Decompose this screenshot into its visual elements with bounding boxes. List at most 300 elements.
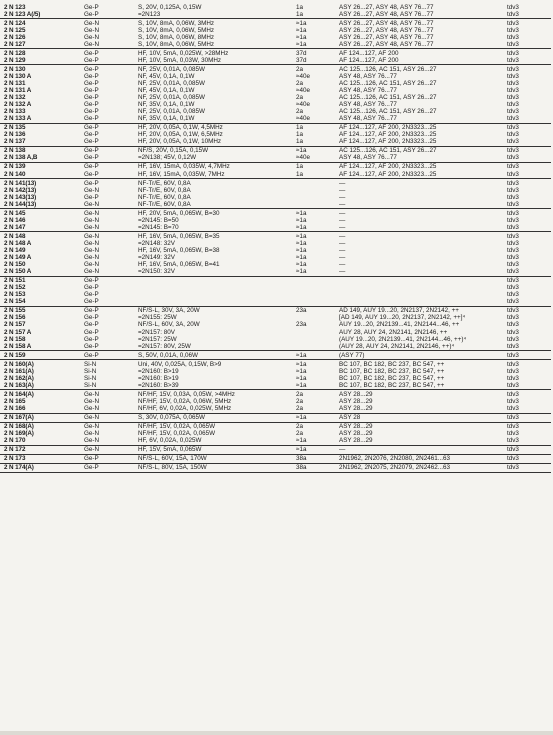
data-cell: HF, 20V, 5mA, 0,065W, B=30 <box>138 209 220 217</box>
equivalent-cell <box>339 277 507 284</box>
type-cell: 2 N 124 <box>4 19 26 27</box>
table-group <box>0 19 551 49</box>
table-row <box>0 375 551 382</box>
equivalent-cell: ASY 48, ASY 76...77 <box>339 72 397 80</box>
table-group <box>0 464 551 473</box>
material-cell: Ge-N <box>84 446 100 454</box>
case-cell <box>296 284 339 291</box>
material-cell: Ge-N <box>84 26 100 34</box>
table-group <box>0 423 551 446</box>
material-cell: Ge-N <box>84 268 100 276</box>
case-cell: ≈40e <box>296 154 310 162</box>
table-row <box>0 20 551 27</box>
case-cell: 23a <box>296 321 307 329</box>
table-row <box>0 336 551 343</box>
data-cell: =2N157: 80V, 25W <box>138 342 191 350</box>
data-cell: HF, 16V, 15mA, 0,035W, 4,7MHz <box>138 163 230 171</box>
table-group <box>0 446 551 455</box>
case-cell: ≈1a <box>296 351 307 359</box>
table-row <box>0 66 551 73</box>
case-cell: 1a <box>296 131 304 139</box>
source-cell: tdv3 <box>507 65 519 73</box>
material-cell: Ge-P <box>84 351 99 359</box>
type-cell: 2 N 158 A <box>4 342 32 350</box>
table-row <box>0 154 551 161</box>
table-row <box>0 321 551 328</box>
type-cell: 2 N 153 <box>4 291 26 299</box>
case-cell: ≈1a <box>296 216 307 224</box>
table-row <box>0 194 551 201</box>
type-cell: 2 N 148 A <box>4 239 32 247</box>
case-cell: 1a <box>296 124 304 132</box>
equivalent-cell: — <box>339 446 346 454</box>
data-cell: HF, 16V, 5mA, 0,065W, B=41 <box>138 261 220 269</box>
case-cell: 37d <box>296 56 307 64</box>
data-cell: =2N157: 25W <box>138 335 177 343</box>
data-cell: HF, 10V, 5mA, 0,025W, >28MHz <box>138 49 229 57</box>
source-cell: tdv3 <box>507 307 519 315</box>
type-cell: 2 N 172 <box>4 446 26 454</box>
material-cell: Si-N <box>84 360 97 368</box>
case-cell: ≈1a <box>296 147 307 155</box>
case-cell: 2a <box>296 94 304 102</box>
equivalent-cell: BC 107, BC 182, BC 237, BC 547, ++ <box>339 381 445 389</box>
data-cell <box>138 298 296 305</box>
data-cell: =2N148: 32V <box>138 239 175 247</box>
material-cell: Ge-P <box>84 179 99 187</box>
table-row <box>0 247 551 254</box>
case-cell: ≈1a <box>296 367 307 375</box>
equivalent-cell: ASY 48, ASY 76...77 <box>339 101 397 109</box>
data-cell: NF/S-L, 80V, 15A, 150W <box>138 464 207 472</box>
equivalent-cell: — <box>339 268 346 276</box>
equivalent-cell: ASY 28...29 <box>339 437 373 445</box>
table-row <box>0 291 551 298</box>
data-cell: HF, 20V, 0,05A, 0,1W, 10MHz <box>138 138 222 146</box>
table-row <box>0 187 551 194</box>
data-cell: S, 10V, 8mA, 0,06W, 3MHz <box>138 19 215 27</box>
source-cell: tdv3 <box>507 277 519 285</box>
source-cell: tdv3 <box>507 342 519 350</box>
type-cell: 2 N 149 <box>4 247 26 254</box>
equivalent-cell: AF 124...127, AF 200, 2N3323...25 <box>339 131 437 139</box>
case-cell: ≈1a <box>296 26 307 34</box>
type-cell: 2 N 126 <box>4 33 26 41</box>
material-cell: Ge-N <box>84 40 100 48</box>
type-cell: 2 N 155 <box>4 307 26 315</box>
equivalent-cell: — <box>339 239 346 247</box>
table-row <box>0 87 551 94</box>
table-group <box>0 163 551 179</box>
data-cell: NF/HF, 15V, 0,02A, 0,06W, 5MHz <box>138 397 232 405</box>
material-cell: Ge-P <box>84 342 99 350</box>
case-cell: ≈40e <box>296 115 310 123</box>
table-row <box>0 298 551 305</box>
case-cell: ≈1a <box>296 19 307 27</box>
type-cell: 2 N 167(A) <box>4 414 34 422</box>
data-cell: NF-Tr/E, 60V, 0,8A <box>138 193 191 201</box>
source-cell: tdv3 <box>507 284 519 292</box>
source-cell: tdv3 <box>507 147 519 155</box>
equivalent-cell: AC 125...126, AC 151, ASY 26...27 <box>339 65 437 73</box>
material-cell: Si-N <box>84 381 97 389</box>
source-cell: tdv3 <box>507 437 519 445</box>
material-cell: Ge-N <box>84 397 100 405</box>
equivalent-cell: AUY 19...20, 2N2139...41, 2N2144...46, ++ <box>339 321 460 329</box>
source-cell: tdv3 <box>507 101 519 109</box>
case-cell <box>296 298 339 305</box>
table-row <box>0 414 551 421</box>
data-cell: NF/S-L, 30V, 3A, 20W <box>138 307 200 315</box>
data-cell: HF, 15V, 5mA, 0,065W <box>138 446 202 454</box>
equivalent-cell: — <box>339 254 346 262</box>
table-row <box>0 361 551 368</box>
material-cell: Si-N <box>84 367 97 375</box>
case-cell: ≈1a <box>296 261 307 269</box>
material-cell: Ge-P <box>84 335 99 343</box>
source-cell: tdv3 <box>507 268 519 276</box>
type-cell: 2 N 141(13) <box>4 179 37 187</box>
data-cell: NF, 25V, 0,01A, 0,085W <box>138 79 205 87</box>
equivalent-cell: ASY 28...29 <box>339 397 373 405</box>
source-cell: tdv3 <box>507 404 519 412</box>
data-cell: =2N145: B=70 <box>138 223 179 231</box>
equivalent-cell: 2N1962, 2N2075, 2N2079, 2N2462...63 <box>339 464 450 472</box>
data-cell: Uni, 40V, 0,025A, 0,15W, B>9 <box>138 360 222 368</box>
case-cell: 1a <box>296 163 304 171</box>
data-cell: NF-Tr/E, 60V, 0,8A <box>138 179 191 187</box>
equivalent-cell: — <box>339 223 346 231</box>
type-cell: 2 N 140 <box>4 170 26 178</box>
material-cell: Ge-N <box>84 390 100 398</box>
data-cell: NF-Tr/E, 60V, 0,8A <box>138 200 191 208</box>
material-cell: Ge-P <box>84 87 99 95</box>
type-cell: 2 N 157 A <box>4 328 32 336</box>
data-cell: HF, 16V, 5mA, 0,065W, B=38 <box>138 247 220 254</box>
table-row <box>0 464 551 471</box>
equivalent-cell: — <box>339 200 346 208</box>
equivalent-cell: AC 125...126, AC 151, ASY 26...27 <box>339 79 437 87</box>
table-row <box>0 41 551 48</box>
table-row <box>0 210 551 217</box>
table-row <box>0 224 551 231</box>
type-cell: 2 N 166 <box>4 404 26 412</box>
source-cell: tdv3 <box>507 223 519 231</box>
table-row <box>0 131 551 138</box>
material-cell: Ge-P <box>84 10 99 18</box>
source-cell: tdv3 <box>507 414 519 422</box>
type-cell: 2 N 138 A,B <box>4 154 38 162</box>
case-cell <box>296 180 339 187</box>
type-cell: 2 N 161(A) <box>4 367 34 375</box>
table-row <box>0 201 551 208</box>
case-cell: ≈1a <box>296 414 307 422</box>
material-cell: Ge-N <box>84 254 100 262</box>
type-cell: 2 N 156 <box>4 314 26 322</box>
type-cell: 2 N 158 <box>4 335 26 343</box>
material-cell: Ge-P <box>84 138 99 146</box>
table-group <box>0 232 551 276</box>
table-group <box>0 124 551 147</box>
equivalent-cell: 2N1962, 2N2076, 2N2080, 2N2461...63 <box>339 455 450 463</box>
case-cell: ≈1a <box>296 239 307 247</box>
equivalent-cell: ASY 48, ASY 76...77 <box>339 87 397 95</box>
data-cell: S, 50V, 0,01A, 0,06W <box>138 351 198 359</box>
source-cell: tdv3 <box>507 131 519 139</box>
data-cell: =2N138; 45V, 0,12W <box>138 154 197 162</box>
table-row <box>0 343 551 350</box>
data-cell: =2N160: B>19 <box>138 374 179 382</box>
equivalent-cell: BC 107, BC 182, BC 237, BC 547, ++ <box>339 360 445 368</box>
source-cell: tdv3 <box>507 3 519 11</box>
material-cell: Ge-P <box>84 284 99 292</box>
source-cell: tdv3 <box>507 124 519 132</box>
material-cell: Ge-N <box>84 261 100 269</box>
source-cell: tdv3 <box>507 209 519 217</box>
transistor-table <box>0 3 551 473</box>
equivalent-cell: ASY 48, ASY 76...77 <box>339 154 397 162</box>
equivalent-cell: ASY 28...29 <box>339 390 373 398</box>
data-cell: NF/S-L, 60V, 3A, 20W <box>138 321 200 329</box>
source-cell: tdv3 <box>507 94 519 102</box>
equivalent-cell: AF 124...127, AF 200 <box>339 49 399 57</box>
type-cell: 2 N 157 <box>4 321 26 329</box>
table-row <box>0 57 551 64</box>
material-cell: Ge-P <box>84 56 99 64</box>
case-cell <box>296 343 339 350</box>
equivalent-cell: AUY 28, AUY 24, 2N2141, 2N2146, ++ <box>339 328 448 336</box>
source-cell: tdv3 <box>507 170 519 178</box>
type-cell: 2 N 151 <box>4 277 26 285</box>
case-cell: 2a <box>296 404 304 412</box>
equivalent-cell: — <box>339 247 346 254</box>
case-cell: ≈40e <box>296 87 310 95</box>
table-row <box>0 352 551 359</box>
material-cell: Ge-P <box>84 124 99 132</box>
table-row <box>0 147 551 154</box>
source-cell: tdv3 <box>507 26 519 34</box>
equivalent-cell: ASY 26...27, ASY 48, ASY 76...77 <box>339 19 434 27</box>
data-cell: HF, 20V, 0,05A, 0,1W, 6,5MHz <box>138 131 223 139</box>
equivalent-cell: — <box>339 209 346 217</box>
table-row <box>0 368 551 375</box>
table-row <box>0 329 551 336</box>
equivalent-cell: (AUY 28, AUY 24, 2N2141, 2N2146, ++)⁴ <box>339 342 455 350</box>
material-cell: Ge-N <box>84 437 100 445</box>
table-group <box>0 147 551 163</box>
material-cell: Ge-P <box>84 154 99 162</box>
table-group <box>0 414 551 423</box>
source-cell: tdv3 <box>507 247 519 254</box>
table-row <box>0 314 551 321</box>
material-cell: Ge-P <box>84 464 99 472</box>
equivalent-cell: ASY 26...27, ASY 48, ASY 76...77 <box>339 10 434 18</box>
case-cell: ≈1a <box>296 33 307 41</box>
table-row <box>0 430 551 437</box>
type-cell: 2 N 139 <box>4 163 26 171</box>
case-cell: ≈1a <box>296 446 307 454</box>
material-cell: Ge-P <box>84 455 99 463</box>
equivalent-cell: AD 149, AUY 19...20, 2N2137, 2N2142, ++ <box>339 307 459 315</box>
table-row <box>0 138 551 145</box>
equivalent-cell: ASY 28...29 <box>339 430 373 438</box>
table-row <box>0 101 551 108</box>
material-cell: Ge-P <box>84 79 99 87</box>
case-cell: ≈1a <box>296 254 307 262</box>
case-cell: ≈1a <box>296 437 307 445</box>
equivalent-cell: (AUY 19...20, 2N2139...41, 2N2144...46, ++)⁴ <box>339 335 467 343</box>
table-row <box>0 50 551 57</box>
type-cell: 2 N 160(A) <box>4 360 34 368</box>
table-row <box>0 73 551 80</box>
data-cell: NF/HF, 15V, 0,03A, 0,05W, >4MHz <box>138 390 235 398</box>
case-cell: 38a <box>296 455 307 463</box>
equivalent-cell: — <box>339 179 346 187</box>
data-cell <box>138 291 296 298</box>
type-cell: 2 N 152 <box>4 284 26 292</box>
source-cell: tdv3 <box>507 390 519 398</box>
equivalent-cell: ASY 26...27, ASY 48, ASY 76...77 <box>339 26 434 34</box>
material-cell: Ge-P <box>84 193 99 201</box>
type-cell: 2 N 137 <box>4 138 26 146</box>
case-cell <box>296 277 339 284</box>
material-cell: Ge-N <box>84 430 100 438</box>
data-cell: NF/HF, 6V, 0,02A, 0,025W, 5MHz <box>138 404 232 412</box>
data-cell: S, 10V, 8mA, 0,06W, 8MHz <box>138 33 215 41</box>
case-cell: 1a <box>296 170 304 178</box>
type-cell: 2 N 149 A <box>4 254 32 262</box>
material-cell: Ge-P <box>84 147 99 155</box>
source-cell: tdv3 <box>507 335 519 343</box>
case-cell: ≈40e <box>296 72 310 80</box>
source-cell: tdv3 <box>507 108 519 116</box>
case-cell: 2a <box>296 108 304 116</box>
source-cell: tdv3 <box>507 261 519 269</box>
case-cell: 2a <box>296 397 304 405</box>
case-cell: 2a <box>296 390 304 398</box>
table-row <box>0 217 551 224</box>
equivalent-cell: AF 124...127, AF 200, 2N3323...25 <box>339 138 437 146</box>
type-cell: 2 N 159 <box>4 351 26 359</box>
table-row <box>0 405 551 412</box>
data-cell: NF, 35V, 0,1A, 0,1W <box>138 115 195 123</box>
table-row <box>0 446 551 453</box>
table-row <box>0 423 551 430</box>
table-row <box>0 171 551 178</box>
table-row <box>0 261 551 268</box>
type-cell: 2 N 133 <box>4 108 26 116</box>
source-cell: tdv3 <box>507 193 519 201</box>
case-cell: ≈40e <box>296 101 310 109</box>
case-cell: ≈1a <box>296 381 307 389</box>
source-cell: tdv3 <box>507 351 519 359</box>
case-cell: 23a <box>296 307 307 315</box>
type-cell: 2 N 144(13) <box>4 200 37 208</box>
material-cell: Ge-N <box>84 404 100 412</box>
material-cell: Ge-N <box>84 200 100 208</box>
material-cell: Ge-P <box>84 108 99 116</box>
equivalent-cell: BC 107, BC 182, BC 237, BC 547, ++ <box>339 374 445 382</box>
data-cell: HF, 10V, 5mA, 0,03W, 30MHz <box>138 56 222 64</box>
data-cell: NF/S, 20V, 0,15A, 0,15W <box>138 147 209 155</box>
case-cell: ≈1a <box>296 232 307 240</box>
equivalent-cell: — <box>339 261 346 269</box>
data-cell: S, 10V, 8mA, 0,06W, 5MHz <box>138 40 215 48</box>
type-cell: 2 N 169(A) <box>4 430 34 438</box>
data-cell <box>138 277 296 284</box>
source-cell: tdv3 <box>507 40 519 48</box>
material-cell: Ge-P <box>84 277 99 285</box>
source-cell: tdv3 <box>507 232 519 240</box>
case-cell <box>296 201 339 208</box>
case-cell: 1a <box>296 138 304 146</box>
source-cell: tdv3 <box>507 87 519 95</box>
type-cell: 2 N 174(A) <box>4 464 34 472</box>
data-cell: NF/HF, 15V, 0,02A, 0,065W <box>138 423 216 431</box>
type-cell: 2 N 168(A) <box>4 423 34 431</box>
equivalent-cell <box>339 284 507 291</box>
source-cell: tdv3 <box>507 381 519 389</box>
source-cell: tdv3 <box>507 430 519 438</box>
type-cell: 2 N 148 <box>4 232 26 240</box>
type-cell: 2 N 132 <box>4 94 26 102</box>
case-cell: 1a <box>296 3 304 11</box>
data-cell <box>138 284 296 291</box>
source-cell: tdv3 <box>507 423 519 431</box>
equivalent-cell: ASY 26...27, ASY 48, ASY 76...77 <box>339 40 434 48</box>
data-cell: NF/S-L, 60V, 15A, 170W <box>138 455 207 463</box>
equivalent-cell <box>339 291 507 298</box>
equivalent-cell: — <box>339 186 346 194</box>
case-cell <box>296 291 339 298</box>
data-cell: HF, 16V, 15mA, 0,035W, 7MHz <box>138 170 225 178</box>
table-row <box>0 4 551 11</box>
table-row <box>0 108 551 115</box>
type-cell: 2 N 150 <box>4 261 26 269</box>
case-cell: ≈1a <box>296 40 307 48</box>
table-row <box>0 398 551 405</box>
case-cell <box>296 187 339 194</box>
case-cell: 2a <box>296 65 304 73</box>
material-cell: Si-N <box>84 374 97 382</box>
equivalent-cell: AF 124...127, AF 200, 2N3323...25 <box>339 170 437 178</box>
material-cell: Ge-P <box>84 49 99 57</box>
type-cell: 2 N 125 <box>4 26 26 34</box>
table-group <box>0 277 551 307</box>
type-cell: 2 N 128 <box>4 49 26 57</box>
table-row <box>0 455 551 462</box>
source-cell: tdv3 <box>507 455 519 463</box>
material-cell: Ge-N <box>84 216 100 224</box>
table-group <box>0 455 551 464</box>
material-cell: Ge-P <box>84 131 99 139</box>
material-cell: Ge-P <box>84 3 99 11</box>
equivalent-cell: — <box>339 216 346 224</box>
table-group <box>0 390 551 413</box>
data-cell: HF, 16V, 5mA, 0,065W, B=35 <box>138 232 220 240</box>
type-cell: 2 N 142(13) <box>4 186 37 194</box>
data-cell: =2N150: 32V <box>138 268 175 276</box>
data-cell: NF/HF, 15V, 0,02A, 0,065W <box>138 430 216 438</box>
equivalent-cell: ASY 28...29 <box>339 404 373 412</box>
material-cell: Ge-N <box>84 239 100 247</box>
equivalent-cell: — <box>339 232 346 240</box>
data-cell: S, 20V, 0,125A, 0,15W <box>138 3 202 11</box>
material-cell: Ge-P <box>84 298 99 306</box>
source-cell: tdv3 <box>507 10 519 18</box>
table-row <box>0 254 551 261</box>
type-cell: 2 N 165 <box>4 397 26 405</box>
